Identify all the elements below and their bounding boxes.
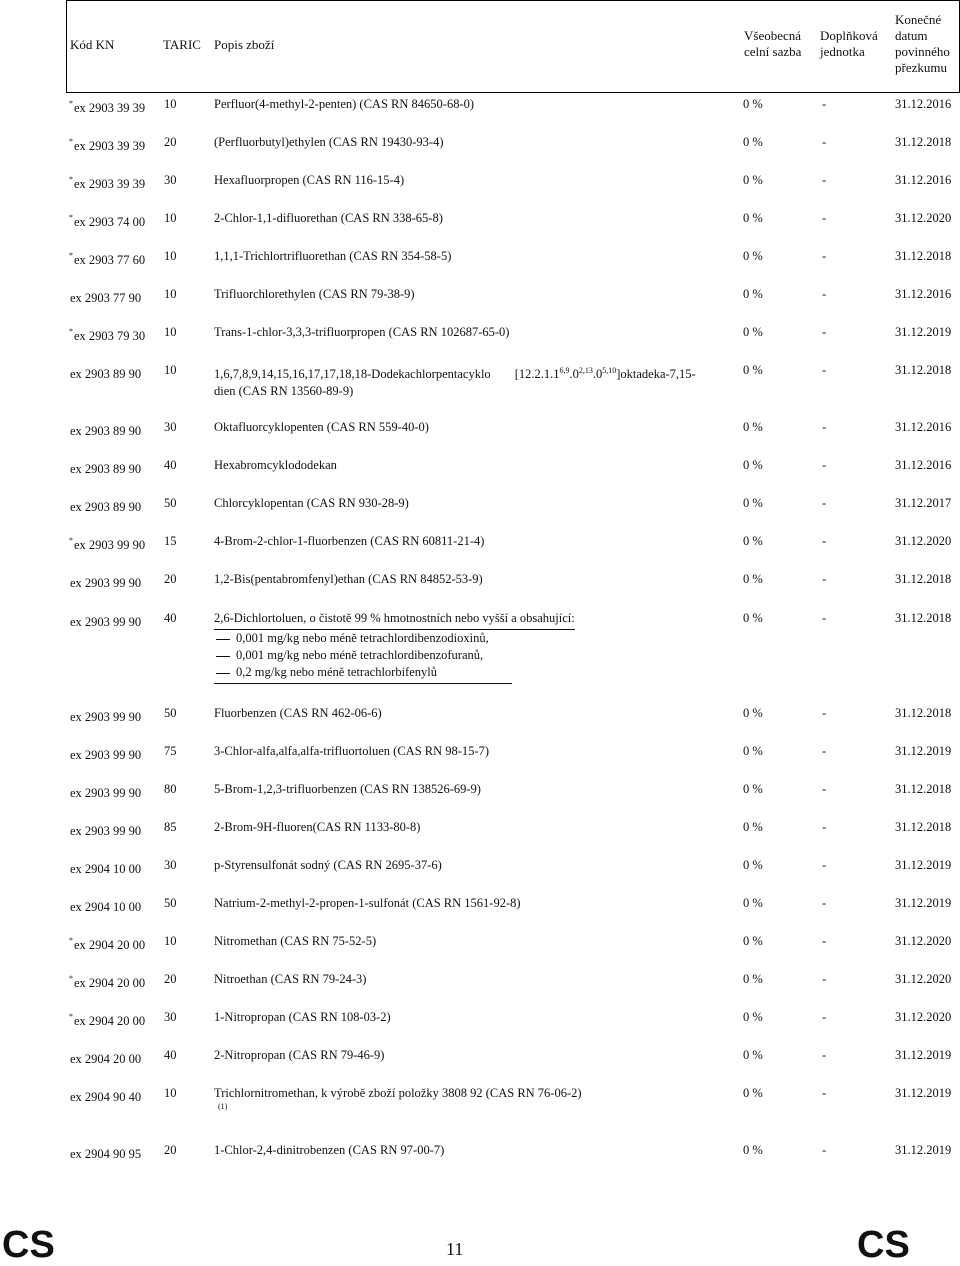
review-date: 31.12.2020	[895, 934, 952, 948]
duty-rate: 0 %	[743, 287, 763, 301]
taric-code: 20	[164, 972, 177, 986]
duty-rate: 0 %	[743, 534, 763, 548]
review-date: 31.12.2016	[895, 287, 952, 301]
supplementary-unit: -	[822, 135, 827, 149]
description: 4-Brom-2-chlor-1-fluorbenzen (CAS RN 60811-21-4)	[214, 534, 485, 548]
supplementary-unit: -	[822, 611, 827, 625]
review-date: 31.12.2019	[895, 1143, 952, 1157]
supplementary-unit: -	[822, 496, 827, 510]
supplementary-unit: -	[822, 820, 827, 834]
language-code-left: CS	[2, 1224, 55, 1266]
taric-code: 75	[164, 744, 177, 758]
supplementary-unit: -	[822, 173, 827, 187]
supplementary-unit: -	[822, 972, 827, 986]
description-part: .0	[592, 367, 603, 382]
duty-rate: 0 %	[743, 458, 763, 472]
dash-mark	[216, 673, 230, 674]
header-datum-line1: Konečné	[895, 12, 942, 27]
description-text: Trichlornitromethan, k výrobě zboží položky 3808 92 (CAS RN 76-06-2)	[214, 1086, 582, 1100]
description: Chlorcyklopentan (CAS RN 930-28-9)	[214, 496, 409, 510]
supplementary-unit: -	[822, 325, 827, 339]
review-date: 31.12.2019	[895, 744, 952, 758]
duty-rate: 0 %	[743, 1010, 763, 1024]
supplementary-unit: -	[822, 782, 827, 796]
condition-list	[214, 630, 575, 684]
kn-code: ex 2903 99 90	[70, 710, 142, 725]
header-bottom-border	[66, 92, 960, 93]
header-sazba-line1: Všeobecná	[744, 28, 802, 43]
review-date: 31.12.2018	[895, 249, 952, 263]
list-item: 0,001 mg/kg nebo méně tetrachlordibenzodioxinů,	[214, 630, 575, 647]
duty-rate: 0 %	[743, 706, 763, 720]
taric-code: 30	[164, 858, 177, 872]
dash-mark	[216, 639, 230, 640]
duty-rate: 0 %	[743, 934, 763, 948]
description	[214, 610, 575, 684]
taric-code: 10	[164, 934, 177, 948]
description	[214, 1085, 582, 1112]
taric-code: 20	[164, 572, 177, 586]
taric-code: 10	[164, 363, 177, 377]
taric-code: 10	[164, 287, 177, 301]
kn-code: *ex 2903 39 39	[69, 99, 146, 116]
kn-code: ex 2904 90 40	[70, 1090, 142, 1105]
superscript: 2,13	[578, 366, 593, 375]
header-sazba	[744, 28, 801, 60]
supplementary-unit: -	[822, 287, 827, 301]
kn-code: ex 2903 77 90	[70, 291, 142, 306]
review-date: 31.12.2017	[895, 496, 952, 510]
description: Perfluor(4-methyl-2-penten) (CAS RN 84650-68-0)	[214, 97, 475, 111]
taric-code: 40	[164, 611, 177, 625]
review-date: 31.12.2019	[895, 1048, 952, 1062]
duty-rate: 0 %	[743, 363, 763, 377]
duty-rate: 0 %	[743, 896, 763, 910]
table-top-border	[66, 0, 960, 1]
description-part: ]oktadeka-7,15-	[616, 367, 696, 382]
kn-code: ex 2903 99 90	[70, 748, 142, 763]
taric-code: 10	[164, 97, 177, 111]
header-datum-line4: přezkumu	[895, 60, 947, 75]
kn-code: ex 2903 99 90	[70, 786, 142, 801]
header-sazba-line2: celní sazba	[744, 44, 802, 59]
review-date: 31.12.2019	[895, 1086, 952, 1100]
supplementary-unit: -	[822, 706, 827, 720]
duty-rate: 0 %	[743, 173, 763, 187]
superscript: 6,9	[559, 366, 570, 375]
taric-code: 80	[164, 782, 177, 796]
review-date: 31.12.2016	[895, 458, 952, 472]
description-part: [12.2.1.1	[514, 367, 560, 382]
duty-rate: 0 %	[743, 1143, 763, 1157]
description: Natrium-2-methyl-2-propen-1-sulfonát (CAS RN 1561-92-8)	[214, 896, 521, 910]
kn-code: *ex 2903 99 90	[69, 536, 146, 553]
description: 1,2-Bis(pentabromfenyl)ethan (CAS RN 84852-53-9)	[214, 572, 483, 586]
review-date: 31.12.2018	[895, 706, 952, 720]
duty-rate: 0 %	[743, 972, 763, 986]
header-popis: Popis zboží	[214, 37, 275, 52]
duty-rate: 0 %	[743, 572, 763, 586]
supplementary-unit: -	[822, 211, 827, 225]
description: 2-Brom-9H-fluoren(CAS RN 1133-80-8)	[214, 820, 421, 834]
duty-rate: 0 %	[743, 249, 763, 263]
review-date: 31.12.2018	[895, 782, 952, 796]
review-date: 31.12.2019	[895, 896, 952, 910]
supplementary-unit: -	[822, 1048, 827, 1062]
description: 1-Chlor-2,4-dinitrobenzen (CAS RN 97-00-7)	[214, 1143, 445, 1157]
taric-code: 10	[164, 325, 177, 339]
header-datum-line2: datum	[895, 28, 928, 43]
dash-mark	[216, 656, 230, 657]
kn-code: *ex 2904 20 00	[69, 974, 146, 991]
taric-code: 20	[164, 1143, 177, 1157]
supplementary-unit: -	[822, 896, 827, 910]
review-date: 31.12.2018	[895, 820, 952, 834]
description: (Perfluorbutyl)ethylen (CAS RN 19430-93-4)	[214, 135, 444, 149]
review-date: 31.12.2016	[895, 97, 952, 111]
duty-rate: 0 %	[743, 744, 763, 758]
kn-code: ex 2903 89 90	[70, 367, 142, 382]
duty-rate: 0 %	[743, 325, 763, 339]
kn-code: ex 2904 20 00	[70, 1052, 142, 1067]
taric-code: 30	[164, 173, 177, 187]
description: 3-Chlor-alfa,alfa,alfa-trifluortoluen (CAS RN 98-15-7)	[214, 744, 490, 758]
kn-code: ex 2903 89 90	[70, 462, 142, 477]
duty-rate: 0 %	[743, 211, 763, 225]
review-date: 31.12.2018	[895, 572, 952, 586]
duty-rate: 0 %	[743, 420, 763, 434]
taric-code: 50	[164, 706, 177, 720]
description: Trans-1-chlor-3,3,3-trifluorpropen (CAS RN 102687-65-0)	[214, 325, 510, 339]
description: 2-Chlor-1,1-difluorethan (CAS RN 338-65-8)	[214, 211, 443, 225]
kn-code: ex 2904 90 95	[70, 1147, 142, 1162]
header-datum-line3: povinného	[895, 44, 950, 59]
description-part: dien (CAS RN 13560-89-9)	[214, 384, 354, 399]
duty-rate: 0 %	[743, 782, 763, 796]
description: Nitromethan (CAS RN 75-52-5)	[214, 934, 377, 948]
header-datum	[895, 12, 950, 76]
taric-code: 40	[164, 1048, 177, 1062]
kn-code: *ex 2903 39 39	[69, 175, 146, 192]
description: 2-Nitropropan (CAS RN 79-46-9)	[214, 1048, 385, 1062]
description: 5-Brom-1,2,3-trifluorbenzen (CAS RN 138526-69-9)	[214, 782, 481, 796]
supplementary-unit: -	[822, 458, 827, 472]
taric-code: 85	[164, 820, 177, 834]
kn-code: ex 2903 99 90	[70, 576, 142, 591]
kn-code: ex 2903 89 90	[70, 500, 142, 515]
duty-rate: 0 %	[743, 611, 763, 625]
kn-code: ex 2903 89 90	[70, 424, 142, 439]
review-date: 31.12.2018	[895, 135, 952, 149]
kn-code: ex 2904 10 00	[70, 862, 142, 877]
duty-rate: 0 %	[743, 97, 763, 111]
description: Nitroethan (CAS RN 79-24-3)	[214, 972, 367, 986]
description: 1-Nitropropan (CAS RN 108-03-2)	[214, 1010, 391, 1024]
taric-code: 30	[164, 1010, 177, 1024]
supplementary-unit: -	[822, 363, 827, 377]
kn-code: *ex 2904 20 00	[69, 936, 146, 953]
page-footer	[0, 1225, 960, 1265]
review-date: 31.12.2020	[895, 211, 952, 225]
supplementary-unit: -	[822, 858, 827, 872]
review-date: 31.12.2018	[895, 363, 952, 377]
description: Hexafluorpropen (CAS RN 116-15-4)	[214, 173, 405, 187]
review-date: 31.12.2016	[895, 173, 952, 187]
taric-code: 30	[164, 420, 177, 434]
supplementary-unit: -	[822, 744, 827, 758]
supplementary-unit: -	[822, 534, 827, 548]
duty-rate: 0 %	[743, 496, 763, 510]
kn-code: *ex 2903 39 39	[69, 137, 146, 154]
review-date: 31.12.2019	[895, 858, 952, 872]
kn-code: *ex 2903 77 60	[69, 251, 146, 268]
review-date: 31.12.2019	[895, 325, 952, 339]
page-number: 11	[446, 1239, 464, 1259]
description: Fluorbenzen (CAS RN 462-06-6)	[214, 706, 382, 720]
duty-rate: 0 %	[743, 1048, 763, 1062]
supplementary-unit: -	[822, 97, 827, 111]
taric-code: 50	[164, 496, 177, 510]
list-item: 0,2 mg/kg nebo méně tetrachlorbifenylů	[214, 664, 512, 684]
supplementary-unit: -	[822, 249, 827, 263]
description: p-Styrensulfonát sodný (CAS RN 2695-37-6)	[214, 858, 442, 872]
supplementary-unit: -	[822, 572, 827, 586]
kn-code: *ex 2904 20 00	[69, 1012, 146, 1029]
review-date: 31.12.2020	[895, 972, 952, 986]
supplementary-unit: -	[822, 934, 827, 948]
kn-code: *ex 2903 74 00	[69, 213, 146, 230]
duty-rate: 0 %	[743, 820, 763, 834]
review-date: 31.12.2020	[895, 534, 952, 548]
description-part: .0	[569, 367, 579, 382]
description: Hexabromcyklododekan	[214, 458, 337, 472]
description: Oktafluorcyklopenten (CAS RN 559-40-0)	[214, 420, 429, 434]
header-jednotka-line1: Doplňková	[820, 28, 878, 43]
taric-code: 10	[164, 211, 177, 225]
kn-code: *ex 2903 79 30	[69, 327, 146, 344]
footnote-ref: (1)	[218, 1102, 228, 1111]
duty-rate: 0 %	[743, 858, 763, 872]
description-part: 1,6,7,8,9,14,15,16,17,17,18,18-Dodekachlorpentacyklo	[214, 367, 491, 382]
description: Trifluorchlorethylen (CAS RN 79-38-9)	[214, 287, 415, 301]
description	[214, 362, 734, 400]
taric-code: 15	[164, 534, 177, 548]
language-code-right: CS	[857, 1224, 910, 1266]
header-taric: TARIC	[163, 37, 201, 52]
supplementary-unit: -	[822, 420, 827, 434]
kn-code: ex 2903 99 90	[70, 824, 142, 839]
kn-code: ex 2903 99 90	[70, 615, 142, 630]
taric-code: 50	[164, 896, 177, 910]
review-date: 31.12.2016	[895, 420, 952, 434]
taric-code: 10	[164, 249, 177, 263]
review-date: 31.12.2020	[895, 1010, 952, 1024]
kn-code: ex 2904 10 00	[70, 900, 142, 915]
description: 1,1,1-Trichlortrifluorethan (CAS RN 354-58-5)	[214, 249, 452, 263]
duty-rate: 0 %	[743, 1086, 763, 1100]
taric-code: 20	[164, 135, 177, 149]
supplementary-unit: -	[822, 1010, 827, 1024]
taric-code: 40	[164, 458, 177, 472]
taric-code: 10	[164, 1086, 177, 1100]
superscript: 5,10	[602, 366, 617, 375]
review-date: 31.12.2018	[895, 611, 952, 625]
description-heading: 2,6-Dichlortoluen, o čistotě 99 % hmotnostních nebo vyšší a obsahující:	[214, 610, 575, 630]
duty-rate: 0 %	[743, 135, 763, 149]
supplementary-unit: -	[822, 1143, 827, 1157]
table-left-border	[66, 0, 67, 92]
list-item: 0,001 mg/kg nebo méně tetrachlordibenzofuranů,	[214, 647, 575, 664]
header-jednotka	[820, 28, 878, 60]
header-kod-kn: Kód KN	[70, 37, 115, 52]
header-jednotka-line2: jednotka	[820, 44, 865, 59]
supplementary-unit: -	[822, 1086, 827, 1100]
